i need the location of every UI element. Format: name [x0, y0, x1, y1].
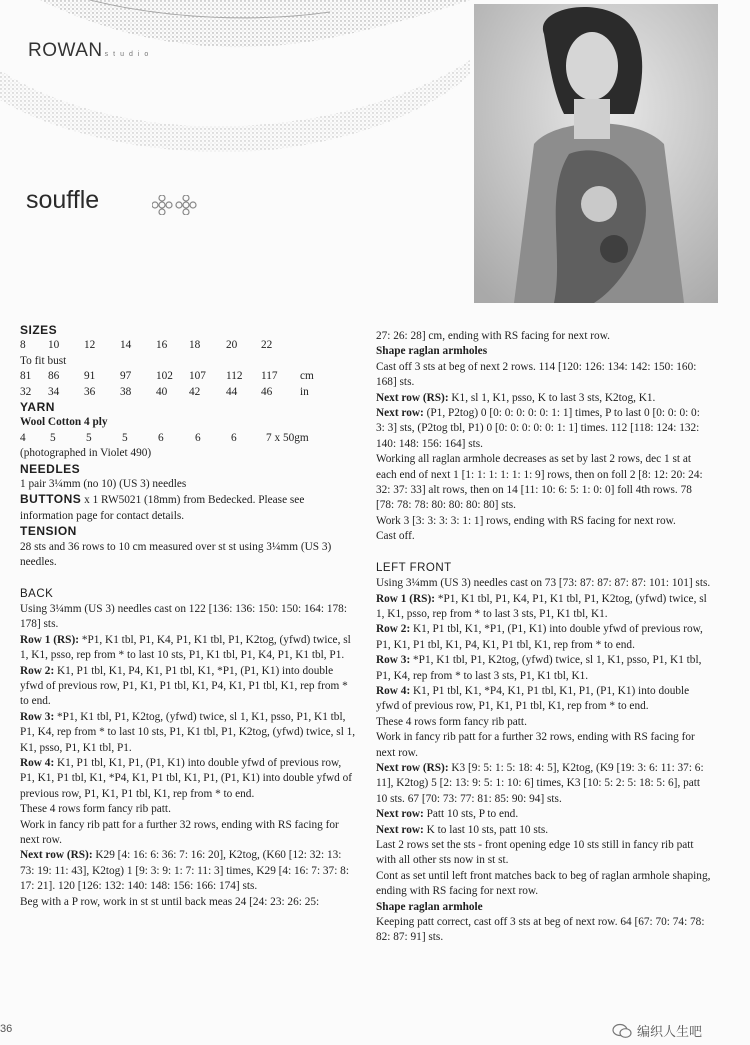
- row-label: Row 2:: [20, 664, 55, 677]
- two-flower-rating-icon: [152, 195, 200, 215]
- raglan-next-row: [376, 391, 711, 406]
- tension-text: 28 sts and 36 rows to 10 cm measured over st st using 3¼mm (US 3) needles.: [20, 540, 332, 569]
- back-intro: Using 3¼mm (US 3) needles cast on 122 [136: 136: 150: 150: 164: 178: 178] sts.: [20, 602, 347, 631]
- yarn-qty: 6: [231, 431, 237, 444]
- bust-in-value: 32: [20, 385, 32, 398]
- cm-unit: cm: [300, 370, 314, 383]
- row-label: Row 4:: [20, 756, 55, 769]
- watermark-text: 编织人生吧: [637, 1025, 703, 1040]
- row-label: Next row:: [376, 407, 424, 420]
- row-label: Next row:: [376, 823, 424, 836]
- row-label: Row 1 (RS):: [20, 633, 79, 646]
- yarn-qty: 7 x 50gm: [266, 431, 309, 444]
- raglan-para: Cast off 3 sts at beg of next 2 rows. 114 [120: 126: 134: 142: 150: 160: 168] sts.: [376, 360, 697, 389]
- bust-cm-value: 97: [120, 370, 132, 383]
- size-value: 20: [226, 339, 238, 352]
- buttons-heading: BUTTONS: [20, 492, 82, 507]
- left-front-heading: LEFT FRONT: [376, 561, 452, 574]
- lf-next-row: [376, 761, 711, 807]
- bust-in-value: 42: [189, 385, 201, 398]
- row-text: K1, sl 1, K1, psso, K to last 3 sts, K2tog, K1.: [448, 391, 656, 404]
- cast-off-text: Cast off.: [376, 530, 415, 543]
- to-fit-label: To fit bust: [20, 354, 67, 367]
- back-continued: 27: 26: 28] cm, ending with RS facing for next row.: [376, 330, 610, 342]
- yarn-quantities: [20, 431, 358, 446]
- back-para: Work in fancy rib patt for a further 32 rows, ending with RS facing for next row.: [20, 818, 339, 846]
- pattern-title: souffle: [26, 186, 100, 214]
- lf-row-3: [376, 653, 711, 684]
- bust-cm-value: 86: [48, 370, 60, 383]
- size-value: 14: [120, 339, 132, 352]
- bust-in-value: 46: [261, 385, 273, 398]
- lf-para: Cont as set until left front matches back to beg of raglan armhole shaping, ending with RS facing for next row.: [376, 869, 711, 898]
- row-label: Row 2:: [376, 623, 411, 636]
- raglan-para: Work 3 [3: 3: 3: 3: 1: 1] rows, ending with RS facing for next row.: [376, 514, 676, 527]
- raglan-next-row: [376, 406, 711, 452]
- raglan-para: Working all raglan armhole decreases as set by last 2 rows, dec 1 st at each end of next 1 [1: 1: 1: 1: 1: 1: 9] rows, then on foll 2 [8: 12: 20: 24: 32: 37: 33] alt rows, then on 14 [11: 10: 6: 5: 1: 0: 0] foll 4th rows. 78 [78: 78: 78: 80: 80: 80: 80] sts.: [376, 453, 703, 512]
- row-text: *P1, K1 tbl, P1, K2tog, (yfwd) twice, sl 1, K1, psso, P1, K1 tbl, P1, K4, rep from * to last 3 sts, P1, K1 tbl, K1.: [376, 654, 702, 682]
- brand-name: ROWAN: [28, 40, 103, 61]
- row-label: Row 4:: [376, 684, 411, 697]
- bust-cm-row: [20, 369, 358, 384]
- lf-raglan-heading: Shape raglan armhole: [376, 900, 483, 913]
- bust-in-value: 34: [48, 385, 60, 398]
- needles-text: 1 pair 3¼mm (no 10) (US 3) needles: [20, 478, 187, 491]
- row-text: Patt 10 sts, P to end.: [423, 808, 519, 821]
- back-next-row: [20, 848, 358, 894]
- row-text: (P1, P2tog) 0 [0: 0: 0: 0: 0: 1: 1] times, P to last 0 [0: 0: 0: 0: 3: 3] sts, (P2tog tbl, P1) 0 [0: 0: 0: 0: 0: 1: 1] times. 112 [118: 124: 132: 140: 148: 156: 164] sts.: [376, 407, 700, 450]
- back-row-2: [20, 664, 358, 710]
- row-text: K3 [9: 5: 1: 5: 18: 4: 5], K2tog, (K9 [19: 3: 6: 11: 37: 6: 11], K2tog) 5 [2: 13: 9: 5: 1: 10: 6] times, K3 [10: 5: 2: 5: 18: 5: 6], patt 10 sts. 67 [70: 73: 77: 81: 85: 90: 94] sts.: [376, 761, 704, 805]
- bust-in-row: [20, 385, 358, 400]
- lf-row-4: [376, 684, 711, 715]
- lf-para: These 4 rows form fancy rib patt.: [376, 715, 527, 728]
- brand-sub: studio: [104, 51, 154, 58]
- buttons-section: [20, 492, 358, 524]
- wechat-icon: [612, 1023, 632, 1039]
- lf-next-row: [376, 807, 711, 822]
- bust-cm-value: 107: [189, 370, 206, 383]
- size-value: 18: [189, 339, 201, 352]
- yarn-qty: 5: [122, 431, 128, 444]
- row-label: Row 3:: [20, 710, 55, 723]
- lf-next-row: [376, 823, 711, 838]
- bust-in-value: 36: [84, 385, 96, 398]
- bust-cm-value: 117: [261, 370, 278, 383]
- row-text: K1, P1 tbl, K1, *P4, K1, P1 tbl, K1, P1, (P1, K1) into double yfwd of previous row, P1, K1, P1 tbl, K1, rep from * to end.: [376, 684, 690, 713]
- row-label: Next row (RS):: [20, 849, 93, 862]
- yarn-qty: 5: [50, 431, 56, 444]
- back-para: Beg with a P row, work in st st until back meas 24 [24: 23: 26: 25:: [20, 895, 320, 908]
- bust-cm-value: 91: [84, 370, 96, 383]
- raglan-heading: Shape raglan armholes: [376, 345, 488, 358]
- lf-row-1: [376, 592, 711, 623]
- row-text: K1, P1 tbl, K1, P1, (P1, K1) into double yfwd of previous row, P1, K1, P1 tbl, K1, *P4, K1, P1 tbl, K1, P1, (P1, K1) into double yfwd of previous row, P1, K1, P1 tbl, K1, rep from * to end.: [20, 756, 353, 800]
- lf-para: Work in fancy rib patt for a further 32 rows, ending with RS facing for next row.: [376, 731, 695, 759]
- right-column: [376, 329, 711, 946]
- row-text: K1, P1 tbl, K1, *P1, (P1, K1) into double yfwd of previous row, P1, K1, P1 tbl, K1, P4, K1, P1 tbl, K1, rep from * to end.: [376, 623, 703, 651]
- yarn-qty: 6: [158, 431, 164, 444]
- page-number: 36: [0, 1023, 13, 1035]
- row-text: *P1, K1 tbl, P1, K2tog, (yfwd) twice, sl 1, K1, psso, P1, K1 tbl, P1, K4, rep from * to last 10 sts, P1, K1 tbl, P1, K2tog, (yfwd) twice, sl 1, K1, psso, P1, K1 tbl, P1.: [20, 710, 356, 754]
- row-text: *P1, K1 tbl, P1, K4, P1, K1 tbl, P1, K2tog, (yfwd) twice, sl 1, K1, psso, rep from * to last 3 sts, P1, K1 tbl, K1.: [376, 592, 707, 620]
- size-value: 22: [261, 339, 273, 352]
- yarn-heading: YARN: [20, 400, 55, 415]
- row-label: Next row (RS):: [376, 391, 449, 404]
- left-front-intro: Using 3¼mm (US 3) needles cast on 73 [73: 87: 87: 87: 87: 101: 101] sts.: [376, 577, 711, 590]
- lf-para: Last 2 rows set the sts - front opening edge 10 sts still in fancy rib patt with all other sts now in st st.: [376, 839, 694, 867]
- yarn-qty: 5: [86, 431, 92, 444]
- in-unit: in: [300, 385, 309, 398]
- model-photo: [474, 4, 718, 303]
- sizes-heading: SIZES: [20, 323, 58, 337]
- row-text: *P1, K1 tbl, P1, K4, P1, K1 tbl, P1, K2tog, (yfwd) twice, sl 1, K1, psso, rep from * to last 10 sts, P1, K1 tbl, P1, K4, P1, K1 tbl, P1.: [20, 633, 351, 662]
- watermark: [612, 1021, 702, 1040]
- back-row-3: [20, 710, 358, 756]
- size-value: 8: [20, 339, 26, 352]
- lf-row-2: [376, 622, 711, 653]
- buttons-text: x 1 RW5021 (18mm) from Bedecked. Please see information page for contact details.: [20, 494, 305, 522]
- row-label: Next row (RS):: [376, 761, 449, 774]
- bust-cm-value: 102: [156, 370, 173, 383]
- row-text: K1, P1 tbl, K1, P4, K1, P1 tbl, K1, *P1, (P1, K1) into double yfwd of previous row, P1, K1, P1 tbl, K1, P4, K1, P1 tbl, K1, rep from * to end.: [20, 664, 348, 708]
- yarn-qty: 4: [20, 431, 26, 444]
- bust-in-value: 44: [226, 385, 238, 398]
- needles-heading: NEEDLES: [20, 461, 81, 476]
- row-label: Row 3:: [376, 654, 411, 667]
- row-label: Next row:: [376, 808, 424, 821]
- bust-cm-value: 81: [20, 370, 32, 383]
- sizes-row: [20, 338, 358, 353]
- bust-cm-value: 112: [226, 370, 243, 383]
- bust-in-value: 40: [156, 385, 168, 398]
- brand-logo: [28, 40, 153, 62]
- back-row-4: [20, 756, 358, 802]
- back-row-1: [20, 633, 358, 664]
- tension-heading: TENSION: [20, 524, 77, 539]
- size-value: 16: [156, 339, 168, 352]
- header-swoosh-graphic: [0, 0, 470, 160]
- yarn-note: (photographed in Violet 490): [20, 447, 152, 460]
- bust-in-value: 38: [120, 385, 132, 398]
- yarn-qty: 6: [195, 431, 201, 444]
- back-heading: BACK: [20, 587, 54, 600]
- back-para: These 4 rows form fancy rib patt.: [20, 803, 171, 816]
- size-value: 10: [48, 339, 60, 352]
- row-label: Row 1 (RS):: [376, 592, 435, 605]
- lf-para: Keeping patt correct, cast off 3 sts at beg of next row. 64 [67: 70: 74: 78: 82: 87: 91] sts.: [376, 916, 705, 944]
- left-column: [20, 323, 358, 910]
- row-text: K29 [4: 16: 6: 36: 7: 16: 20], K2tog, (K60 [12: 32: 13: 73: 19: 11: 43], K2tog) 1 [9: 3: 9: 1: 7: 11: 3] times, K29 [4: 16: 7: 37: 8: 17: 21]. 120 [126: 132: 140: 148: 156: 166: 174] sts.: [20, 849, 349, 893]
- yarn-name: Wool Cotton 4 ply: [20, 416, 108, 429]
- size-value: 12: [84, 339, 96, 352]
- row-text: K to last 10 sts, patt 10 sts.: [423, 823, 549, 836]
